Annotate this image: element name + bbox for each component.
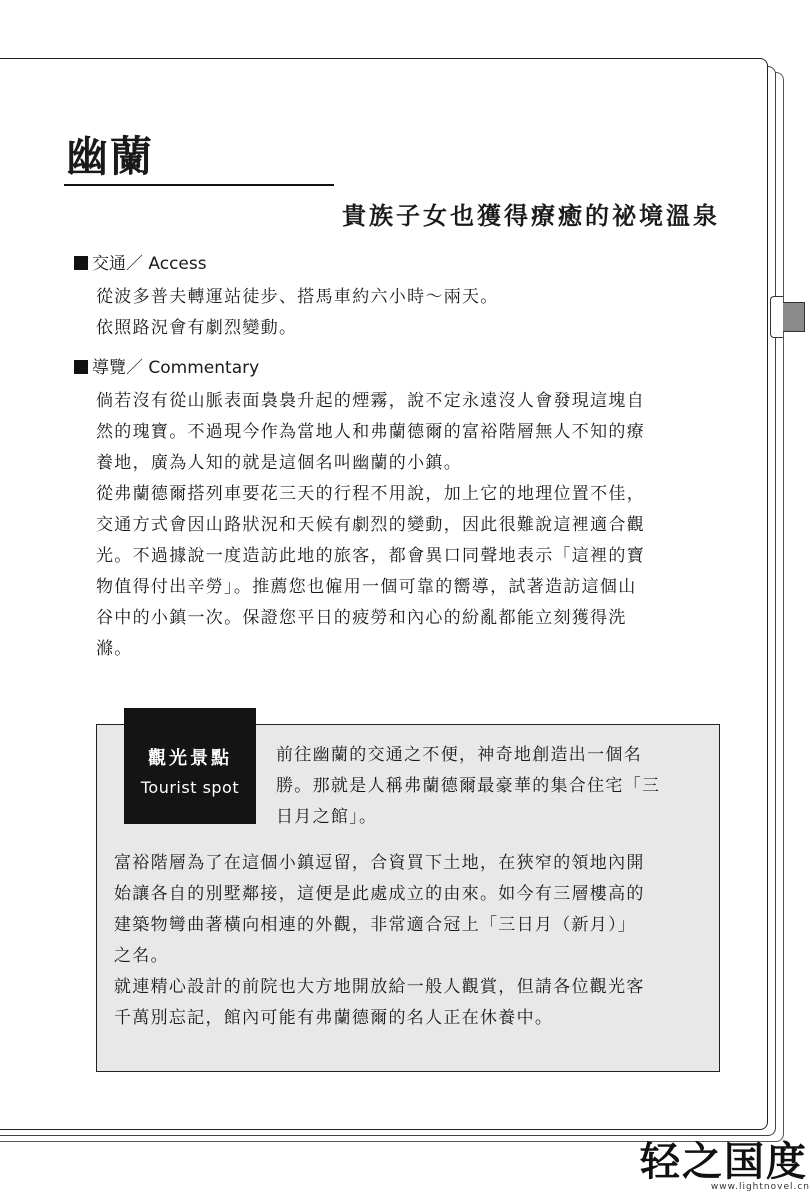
commentary-line: 谷中的小鎮一次。保證您平日的疲勞和內心的紛亂都能立刻獲得洗 [96, 608, 627, 628]
commentary-line: 物值得付出辛勞」。推薦您也僱用一個可靠的嚮導，試著造訪這個山 [96, 577, 637, 597]
access-line: 從波多普夫轉運站徒步、搭馬車約六小時～兩天。 [96, 287, 499, 307]
square-bullet-icon [74, 360, 88, 374]
body-line: 千萬別忘記，館內可能有弗蘭德爾的名人正在休養中。 [114, 1008, 554, 1028]
commentary-line: 光。不過據說一度造訪此地的旅客，都會異口同聲地表示「這裡的寶 [96, 546, 645, 566]
body-line: 富裕階層為了在這個小鎮逗留，合資買下土地，在狹窄的領地內開 [114, 853, 645, 873]
tourist-spot-body [114, 848, 706, 1034]
commentary-paragraph [96, 386, 708, 665]
lead-line: 前往幽蘭的交通之不便，神奇地創造出一個名 [276, 745, 642, 765]
commentary-line: 交通方式會因山路狀況和天候有劇烈的變動，因此很難說這裡適合觀 [96, 515, 645, 535]
access-paragraph [96, 282, 708, 344]
body-line: 之名。 [114, 946, 169, 966]
lead-line: 日月之館」。 [276, 807, 378, 827]
watermark-text: 轻之国度 [640, 1138, 808, 1185]
title-underline [64, 184, 334, 186]
commentary-line: 滌。 [96, 639, 133, 659]
square-bullet-icon [74, 256, 88, 270]
access-heading [74, 252, 207, 276]
commentary-heading-text: 導覽／ Commentary [92, 358, 260, 378]
badge-title-en: Tourist spot [140, 778, 240, 797]
access-heading-text: 交通／ Access [92, 254, 207, 274]
commentary-heading [74, 356, 259, 380]
badge-title-zh: 觀光景點 [148, 748, 232, 769]
tourist-spot-lead [276, 740, 706, 833]
page-tab-notch [770, 296, 783, 338]
body-line: 建築物彎曲著橫向相連的外觀，非常適合冠上「三日月（新月）」 [114, 915, 637, 935]
commentary-line: 從弗蘭德爾搭列車要花三天的行程不用說，加上它的地理位置不佳， [96, 484, 645, 504]
lead-line: 勝。那就是人稱弗蘭德爾最豪華的集合住宅「三 [276, 776, 661, 796]
commentary-line: 然的瑰寶。不過現今作為當地人和弗蘭德爾的富裕階層無人不知的療 [96, 422, 645, 442]
body-line: 始讓各自的別墅鄰接，這便是此處成立的由來。如今有三層樓高的 [114, 884, 645, 904]
page-subtitle: 貴族子女也獲得療癒的祕境溫泉 [342, 201, 720, 230]
watermark-url: www.lightnovel.cn [710, 1182, 810, 1192]
commentary-line: 養地，廣為人知的就是這個名叫幽蘭的小鎮。 [96, 453, 462, 473]
page-title: 幽蘭 [66, 132, 155, 181]
access-line: 依照路況會有劇烈變動。 [96, 318, 298, 338]
body-line: 就連精心設計的前院也大方地開放給一般人觀賞，但請各位觀光客 [114, 977, 645, 997]
watermark-logo [640, 1140, 810, 1200]
tourist-spot-badge [124, 708, 256, 824]
commentary-line: 倘若沒有從山脈表面裊裊升起的煙霧，說不定永遠沒人會發現這塊自 [96, 391, 645, 411]
